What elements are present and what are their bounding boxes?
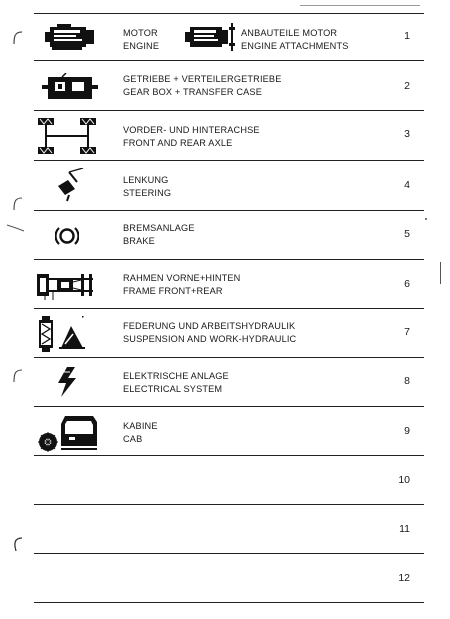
label-de: MOTOR	[123, 28, 158, 38]
label-en: ENGINE ATTACHMENTS	[241, 40, 349, 51]
label-de: ANBAUTEILE MOTOR	[241, 28, 338, 38]
engine-icon	[45, 24, 95, 50]
section-number: 10	[398, 474, 410, 486]
cab-icon	[37, 412, 101, 452]
section-row-7[interactable]	[0, 308, 450, 357]
label-en: FRONT AND REAR AXLE	[123, 137, 233, 148]
scan-speck	[300, 5, 420, 6]
frame-icon	[37, 270, 97, 300]
section-label	[123, 320, 296, 345]
axle-icon	[38, 118, 96, 154]
section-number: 5	[404, 228, 410, 240]
label-de: LENKUNG	[123, 175, 169, 185]
section-number: 3	[404, 128, 410, 140]
section-row-12[interactable]	[0, 553, 450, 602]
section-label	[123, 174, 171, 199]
section-row-2[interactable]	[0, 60, 450, 110]
section-label	[123, 222, 195, 247]
label-de: VORDER- UND HINTERACHSE	[123, 125, 260, 135]
section-number: 12	[398, 572, 410, 584]
label-en: FRAME FRONT+REAR	[123, 285, 223, 296]
section-row-1[interactable]	[0, 13, 450, 60]
section-row-9[interactable]	[0, 406, 450, 455]
section-number: 9	[404, 425, 410, 437]
section-number: 8	[404, 375, 410, 387]
section-label	[123, 124, 260, 149]
label-de: FEDERUNG UND ARBEITSHYDRAULIK	[123, 321, 296, 331]
section-row-5[interactable]	[0, 210, 450, 259]
engine-attachments-icon	[185, 23, 237, 51]
section-number: 2	[404, 80, 410, 92]
section-label	[123, 73, 281, 98]
section-row-6[interactable]	[0, 259, 450, 308]
divider-bottom	[34, 602, 424, 603]
label-en: STEERING	[123, 187, 172, 198]
section-row-4[interactable]	[0, 160, 450, 210]
section-label	[123, 272, 240, 297]
section-number: 4	[404, 179, 410, 191]
section-row-3[interactable]	[0, 110, 450, 160]
label-de: KABINE	[123, 421, 158, 431]
lightning-icon	[57, 367, 79, 397]
section-row-10[interactable]	[0, 455, 450, 504]
label-en: GEAR BOX + TRANSFER CASE	[123, 86, 262, 97]
label-en: CAB	[123, 433, 143, 444]
section-row-8[interactable]	[0, 357, 450, 406]
label-de: RAHMEN VORNE+HINTEN	[123, 273, 241, 283]
section-number: 11	[399, 523, 410, 535]
label-de: BREMSANLAGE	[123, 223, 195, 233]
section-number: 6	[404, 278, 410, 290]
section-label	[123, 27, 159, 52]
brake-icon	[55, 224, 79, 248]
steering-icon	[55, 168, 85, 202]
label-de: GETRIEBE + VERTEILERGETRIEBE	[123, 74, 282, 84]
section-label-secondary	[241, 27, 349, 52]
label-en: BRAKE	[123, 235, 155, 246]
gearbox-icon	[42, 73, 98, 101]
label-en: SUSPENSION AND WORK-HYDRAULIC	[123, 333, 297, 344]
label-de: ELEKTRISCHE ANLAGE	[123, 371, 229, 381]
label-en: ELECTRICAL SYSTEM	[123, 383, 223, 394]
label-en: ENGINE	[123, 40, 160, 51]
section-label	[123, 370, 229, 395]
section-number: 7	[404, 326, 410, 338]
section-label	[123, 420, 158, 445]
section-number: 1	[404, 30, 410, 42]
section-row-11[interactable]	[0, 504, 450, 553]
suspension-hydraulic-icon	[37, 314, 89, 354]
